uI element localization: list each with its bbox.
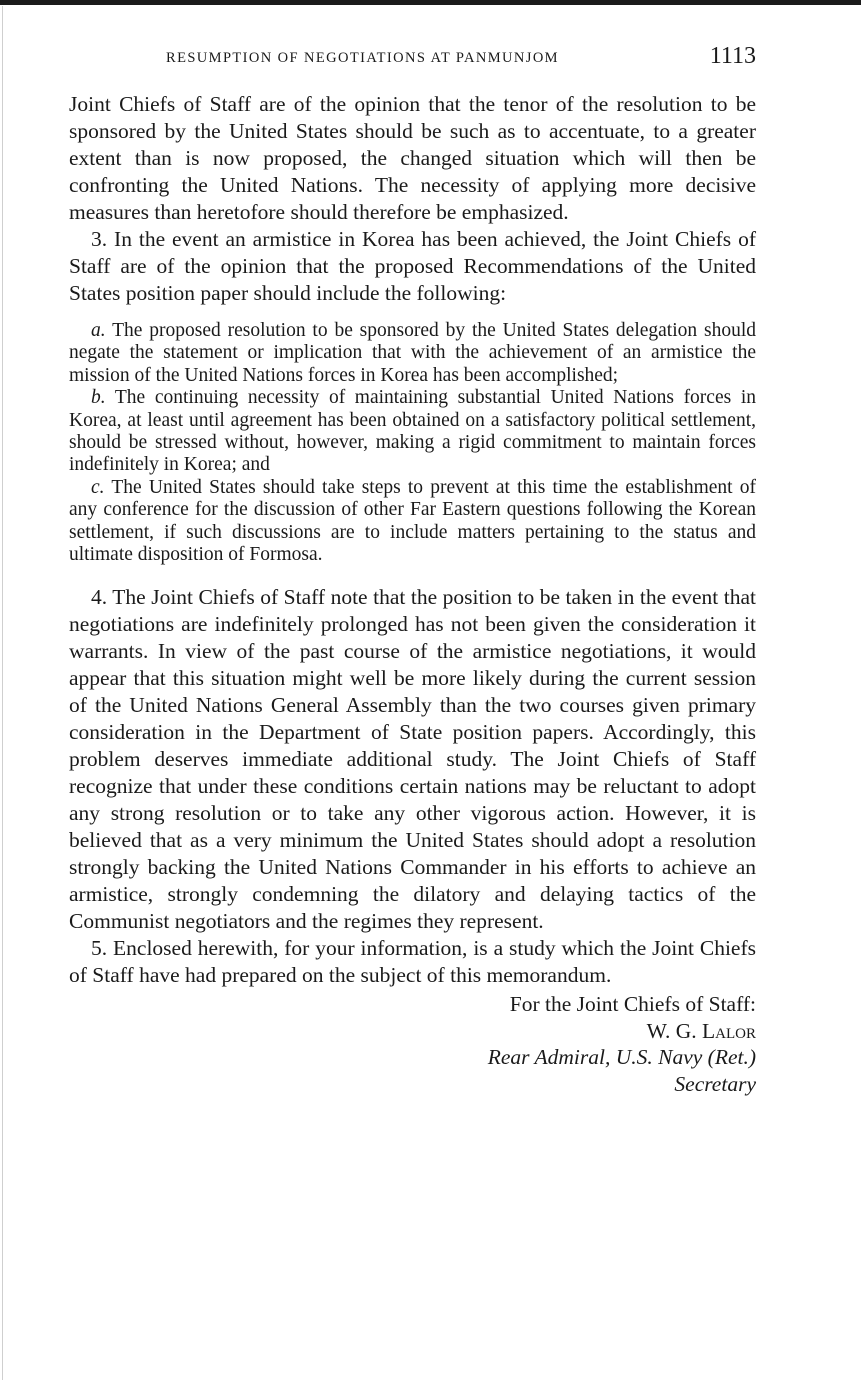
signature-initials: W. G. [646, 1018, 697, 1043]
top-edge-rule [0, 0, 861, 5]
recommendations-list [69, 320, 756, 566]
signature-rank [69, 1044, 756, 1071]
paragraph-4: 4. The Joint Chiefs of Staff note that the position to be taken in the event that negotiations are indefinitely prolonged has not been given the consideration it warrants. In view of the past course of the armistice negotiations, it would appear that this situation might well be more likely during the current session of the United Nations General Assembly than the two courses given primary consideration in the Department of State position papers. Accordingly, this problem deserves immediate additional study. The Joint Chiefs of Staff recognize that under these conditions certain nations may be reluctant to adopt any strong resolution or to take any other vigorous action. However, it is believed that as a very minimum the United States should adopt a resolution strongly backing the United Nations Commander in his efforts to achieve an armistice, strongly condemning the dilatory and delaying tactics of the Communist negotiators and the regimes they represent. [69, 585, 756, 934]
paragraph-5: 5. Enclosed herewith, for your information, is a study which the Joint Chiefs of Staff have had prepared on the subject of this memorandum. [69, 936, 756, 988]
page-number: 1113 [709, 43, 756, 69]
signature-on-behalf: For the Joint Chiefs of Staff: [509, 992, 756, 1017]
signature-block [69, 991, 756, 1097]
list-text-b: The continuing necessity of maintaining substantial United Nations forces in Korea, at least until agreement has been obtained on a satisfactory political settlement, should be stressed without, however, making a rigid commitment to maintain forces indefinitely in Korea; and [69, 387, 756, 476]
page-left-edge [2, 6, 3, 1380]
signature-retired: (Ret.) [707, 1045, 756, 1070]
list-text-a: The proposed resolution to be sponsored by the United States delegation should negate the statement or implication that with the achievement of an armistice the mission of the United Nations forces in Korea has been accomplished; [69, 320, 756, 386]
signature-name [69, 1018, 756, 1045]
list-marker-b: b. [91, 387, 106, 409]
list-text-c: The United States should take steps to prevent at this time the establishment of any conference for the discussion of other Far Eastern questions following the Korean settlement, if such discussions are to include matters pertaining to the status and ultimate disposition of Formosa. [69, 476, 756, 566]
list-marker-a: a. [91, 320, 106, 341]
signature-service: U.S. Navy [615, 1045, 703, 1070]
list-marker-c: c. [91, 476, 105, 498]
running-head [69, 40, 756, 76]
signature-rank-label: Rear Admiral, [487, 1045, 611, 1070]
list-item-a [69, 320, 756, 387]
signature-surname: Lalor [702, 1018, 756, 1043]
signature-title: Secretary [674, 1071, 756, 1096]
document-page [69, 40, 756, 1097]
body-text [69, 91, 756, 1097]
list-item-c [69, 477, 756, 567]
paragraph-continued: Joint Chiefs of Staff are of the opinion that the tenor of the resolution to be sponsored by the United States should be such as to accentuate, to a greater extent than is now proposed, the changed situation which will then be confronting the United Nations. The necessity of applying more decisive measures than heretofore should therefore be emphasized. [69, 92, 756, 224]
list-item-b [69, 387, 756, 477]
running-title: RESUMPTION OF NEGOTIATIONS AT PANMUNJOM [166, 50, 559, 66]
paragraph-3: 3. In the event an armistice in Korea has been achieved, the Joint Chiefs of Staff are of the opinion that the proposed Recommendations of the United States position paper should include the following: [69, 227, 756, 305]
